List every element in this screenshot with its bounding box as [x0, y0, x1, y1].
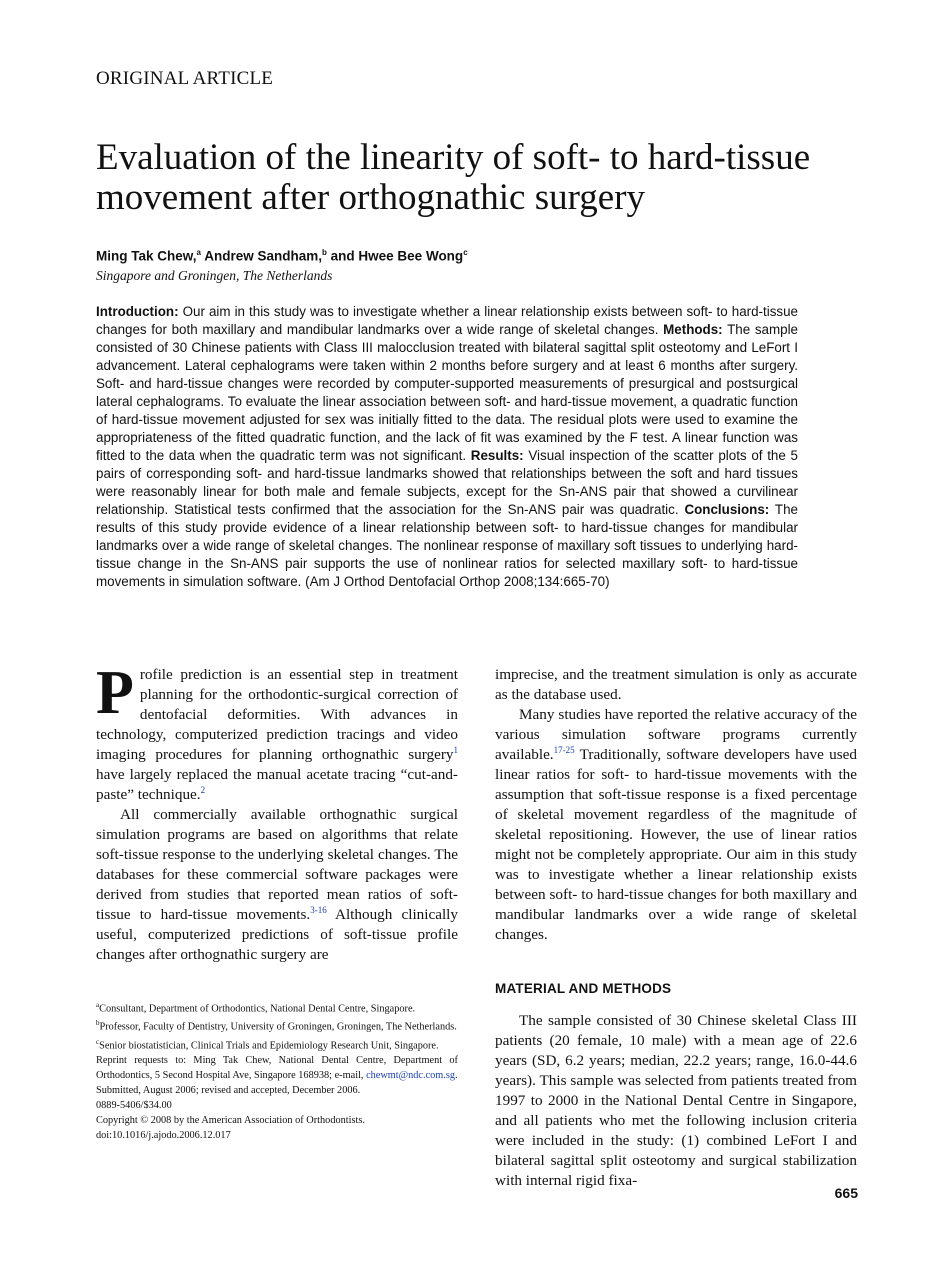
- abstract: [96, 303, 798, 591]
- abstract-results: Visual inspection of the scatter plots of the 5 pairs of corresponding soft- and hard-tissue landmarks showed that relationships between the soft and hard tissues were reasonably linear for both male and female subjects, except for the Sn-ANS pair that showed a curvilinear relationship. Statistical tests confirmed that the association for the Sn-ANS pair was quadratic.: [96, 448, 798, 517]
- paragraph: [96, 659, 458, 805]
- author-mark: b: [322, 248, 327, 257]
- footnote-mark: a: [96, 1001, 100, 1009]
- abstract-intro-label: Introduction:: [96, 304, 179, 319]
- footnotes: [96, 998, 458, 1143]
- footnote-text: Senior biostatistician, Clinical Trials and Epidemiology Research Unit, Singapore.: [99, 1040, 439, 1052]
- paragraph: The sample consisted of 30 Chinese skeletal Class III patients (20 female, 10 male) with a mean age of 22.6 years (SD, 6.2 years; median, 22.2 years; range, 16.0-44.6 years). This sample was selected from patients treated from 1997 to 2000 in the National Dental Centre in Singapore, and all patients who met the following inclusion criteria were included in the study: (1) combined LeFort I and bilateral sagittal split osteotomy and surgical stabilization with internal rigid fixa-: [495, 1012, 857, 1189]
- paragraph-text: rofile prediction is an essential step in treatment planning for the orthodontic-surgical correction of dentofacial deformities. With advances in technology, computerized prediction tracings and video imaging procedures for planning orthognathic surgery: [96, 666, 458, 763]
- author-mark: a: [196, 248, 201, 257]
- drop-cap: P: [96, 659, 134, 727]
- body-column-right: [495, 665, 857, 1191]
- author-name: and Hwee Bee Wong: [330, 248, 464, 264]
- paragraph-text: Many studies have reported the relative accuracy of the various simulation software programs currently available.: [495, 706, 857, 763]
- article-title: Evaluation of the linearity of soft- to hard-tissue movement after orthognathic surgery: [96, 137, 811, 218]
- footnote: [96, 998, 458, 1016]
- section-label: ORIGINAL ARTICLE: [96, 68, 274, 89]
- footnote: [96, 1035, 458, 1053]
- abstract-conclusions: The results of this study provide evidence of a linear relationship between soft- to hard-tissue changes for mandibular landmarks over a wide range of skeletal changes. The nonlinear response of maxillary soft tissues to underlying hard-tissue change in the Sn-ANS pair supports the use of nonlinear ratios for selected maxillary soft- to hard-tissue movements in simulation software. (Am J Orthod Dentofacial Orthop 2008;134:665-70): [96, 502, 798, 589]
- copyright: Copyright © 2008 by the American Association of Orthodontists.: [96, 1115, 365, 1127]
- submission-dates: Submitted, August 2006; revised and accepted, December 2006.: [96, 1085, 361, 1097]
- paragraph-text: have largely replaced the manual acetate tracing “cut-and-paste” technique.: [96, 766, 458, 803]
- paragraph-text: Traditionally, software developers have used linear ratios for soft- to hard-tissue movements with the assumption that soft-tissue response is a fixed percentage of skeletal movement regardless of the magnitude of skeletal repositioning. However, the use of linear ratios might not be completely appropriate. Our aim in this study was to investigate whether a linear relationship exists between soft- to hard-tissue changes for both maxillary and mandibular landmarks over a wide range of skeletal changes.: [495, 746, 857, 943]
- paragraph-text: Although clinically useful, computerized predictions of soft-tissue profile changes after orthognathic surgery are: [96, 906, 458, 963]
- page-number: 665: [834, 1185, 858, 1201]
- citation-link[interactable]: 17-25: [553, 744, 575, 755]
- citation-link[interactable]: 2: [200, 784, 206, 795]
- abstract-intro: Our aim in this study was to investigate whether a linear relationship exists between soft- to hard-tissue changes for both maxillary and mandibular landmarks over a wide range of skeletal changes.: [96, 304, 798, 337]
- section-heading: MATERIAL AND METHODS: [495, 981, 672, 996]
- paragraph: imprecise, and the treatment simulation is only as accurate as the database used.: [495, 666, 857, 703]
- footnote-mark: b: [96, 1019, 100, 1028]
- paragraph: [96, 805, 458, 965]
- footnote-text: Professor, Faculty of Dentistry, University of Groningen, Groningen, The Netherlands.: [99, 1021, 457, 1033]
- body-column-left: [96, 659, 458, 965]
- author-name: Ming Tak Chew,: [96, 248, 197, 264]
- reprint-requests: [96, 1053, 458, 1083]
- issn: 0889-5406/$34.00: [96, 1100, 172, 1112]
- email-link[interactable]: chewmt@ndc.com.sg: [366, 1070, 456, 1082]
- reprint-text-end: .: [455, 1070, 458, 1082]
- doi: doi:10.1016/j.ajodo.2006.12.017: [96, 1130, 231, 1142]
- affiliation: Singapore and Groningen, The Netherlands: [96, 268, 333, 283]
- abstract-methods-label: Methods:: [663, 322, 723, 337]
- citation-link[interactable]: 1: [453, 744, 458, 755]
- author-name: Andrew Sandham,: [204, 248, 322, 264]
- author-list: [96, 248, 468, 264]
- abstract-conclusions-label: Conclusions:: [684, 502, 770, 517]
- abstract-methods: The sample consisted of 30 Chinese patients with Class III malocclusion treated with bilateral sagittal split osteotomy and LeFort I advancement. Lateral cephalograms were taken within 2 months before surgery and at least 6 months after surgery. Soft- and hard-tissue changes were recorded by computer-supported measurements of presurgical and postsurgical lateral cephalograms. To evaluate the linear association between soft- and hard-tissue movement, a quadratic function of hard-tissue movement adjusted for sex was initially fitted to the data. The residual plots were used to examine the appropriateness of the fitted quadratic function, and the lack of fit was examined by the F test. A linear function was fitted to the data when the quadratic term was not significant.: [96, 322, 799, 463]
- paragraph-text: All commercially available orthognathic surgical simulation programs are based on algorithms that relate soft-tissue response to the underlying skeletal changes. The databases for these commercial software packages were derived from studies that reported mean ratios of soft-tissue to hard-tissue movements.: [96, 806, 458, 923]
- paragraph: [495, 705, 857, 945]
- author-mark: c: [463, 248, 468, 257]
- citation-link[interactable]: 3-16: [310, 904, 327, 915]
- footnote: [96, 1016, 458, 1034]
- footnote-text: Consultant, Department of Orthodontics, National Dental Centre, Singapore.: [99, 1003, 416, 1015]
- footnote-mark: c: [96, 1037, 100, 1046]
- abstract-results-label: Results:: [470, 448, 524, 463]
- reprint-text: Reprint requests to: Ming Tak Chew, National Dental Centre, Department of Orthodontics, 5 Second Hospital Ave, Singapore 168938; e-mail,: [96, 1055, 458, 1082]
